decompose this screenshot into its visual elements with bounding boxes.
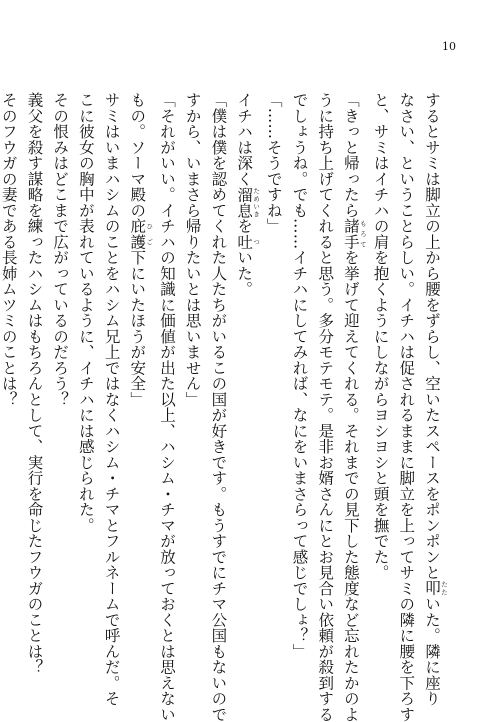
text-segment: と、サミはイチハの肩を抱くようにしながらヨシヨシと頭を撫でた。 bbox=[372, 92, 390, 580]
text-line bbox=[0, 92, 21, 652]
text-segment: 「……そうですね」 bbox=[265, 92, 283, 234]
ruby-base: 庇護 bbox=[128, 218, 146, 250]
ruby-reading: ひご bbox=[145, 218, 153, 250]
text-line bbox=[418, 92, 448, 652]
text-segment: なさい、ということらしい。イチハは促されるままに脚立を上ってサミの隣に腰を下ろす bbox=[397, 92, 415, 722]
text-line bbox=[124, 92, 154, 652]
ruby-word bbox=[342, 218, 360, 250]
text-line bbox=[337, 92, 367, 652]
ruby-reading: もろて bbox=[359, 218, 367, 250]
text-segment: すから、いまさら帰りたいとは思いません」 bbox=[184, 92, 202, 407]
ruby-reading: たた bbox=[440, 580, 448, 596]
text-line bbox=[179, 92, 205, 652]
ruby-reading: ためいき bbox=[252, 187, 260, 219]
text-segment: イチハは深く bbox=[235, 92, 253, 187]
ruby-reading: つ bbox=[252, 234, 260, 250]
text-line bbox=[72, 92, 98, 652]
vertical-text-body bbox=[44, 92, 448, 652]
page-number: 10 bbox=[442, 40, 456, 53]
text-segment: そのフウガの妻である長姉ムツミのことは？ bbox=[0, 92, 18, 407]
text-line bbox=[21, 92, 47, 652]
text-line bbox=[153, 92, 179, 652]
text-segment: その恨みはどこまで広がっているのだろう？ bbox=[51, 92, 69, 407]
text-line bbox=[393, 92, 419, 652]
ruby-word bbox=[235, 234, 253, 250]
text-segment: 「僕は僕を認めてくれた人たちがいるこの国が好きです。もうすでにチマ公国もないので bbox=[209, 92, 227, 722]
ruby-base: 叩 bbox=[423, 580, 441, 596]
text-line bbox=[367, 92, 393, 652]
text-segment: を挙げて迎えてくれる。それまでの見下した態度など忘れたかのよ bbox=[342, 250, 360, 722]
ruby-base: 溜息 bbox=[235, 187, 253, 219]
text-line bbox=[230, 92, 260, 652]
text-line bbox=[311, 92, 337, 652]
text-segment: 義父を殺す謀略を練ったハシムはもちろんとして、実行を命じたフウガのことは？ bbox=[25, 92, 43, 675]
text-line bbox=[46, 92, 72, 652]
text-segment: を bbox=[235, 218, 253, 234]
text-line bbox=[260, 92, 286, 652]
text-line bbox=[286, 92, 312, 652]
ruby-base: 吐 bbox=[235, 234, 253, 250]
text-segment: するとサミは脚立の上から腰をずらし、空いたスペースをポンポンと bbox=[423, 92, 441, 580]
text-segment: いた。 bbox=[235, 250, 253, 297]
ruby-word bbox=[128, 218, 146, 250]
ruby-word bbox=[235, 187, 253, 219]
text-segment: いた。隣に座り bbox=[423, 596, 441, 706]
text-line bbox=[205, 92, 231, 652]
text-line bbox=[98, 92, 124, 652]
text-segment: こに彼女の胸中が表れているように、イチハには感じられた。 bbox=[77, 92, 95, 533]
ruby-word bbox=[423, 580, 441, 596]
text-segment: 「それがいい。イチハの知識に価値が出た以上、ハシム・チマが放っておくとは思えない bbox=[158, 92, 176, 722]
text-segment: サミはいまハシムのことをハシム兄上ではなくハシム・チマとフルネームで呼んだ。そ bbox=[103, 92, 121, 706]
ruby-base: 諸手 bbox=[342, 218, 360, 250]
text-segment: でしょうね。でも……イチハにしてみれば、なにをいまさらって感じでしょ？」 bbox=[290, 92, 308, 659]
text-segment: うに持ち上げてくれると思う。多分モテモテ。是非お婿さんにとお見合い依頼が殺到する bbox=[316, 92, 334, 722]
text-segment: 下にいたほうが安全」 bbox=[128, 250, 146, 408]
text-segment: もの。ソーマ殿の bbox=[128, 92, 146, 218]
text-segment: 「きっと帰ったら bbox=[342, 92, 360, 218]
